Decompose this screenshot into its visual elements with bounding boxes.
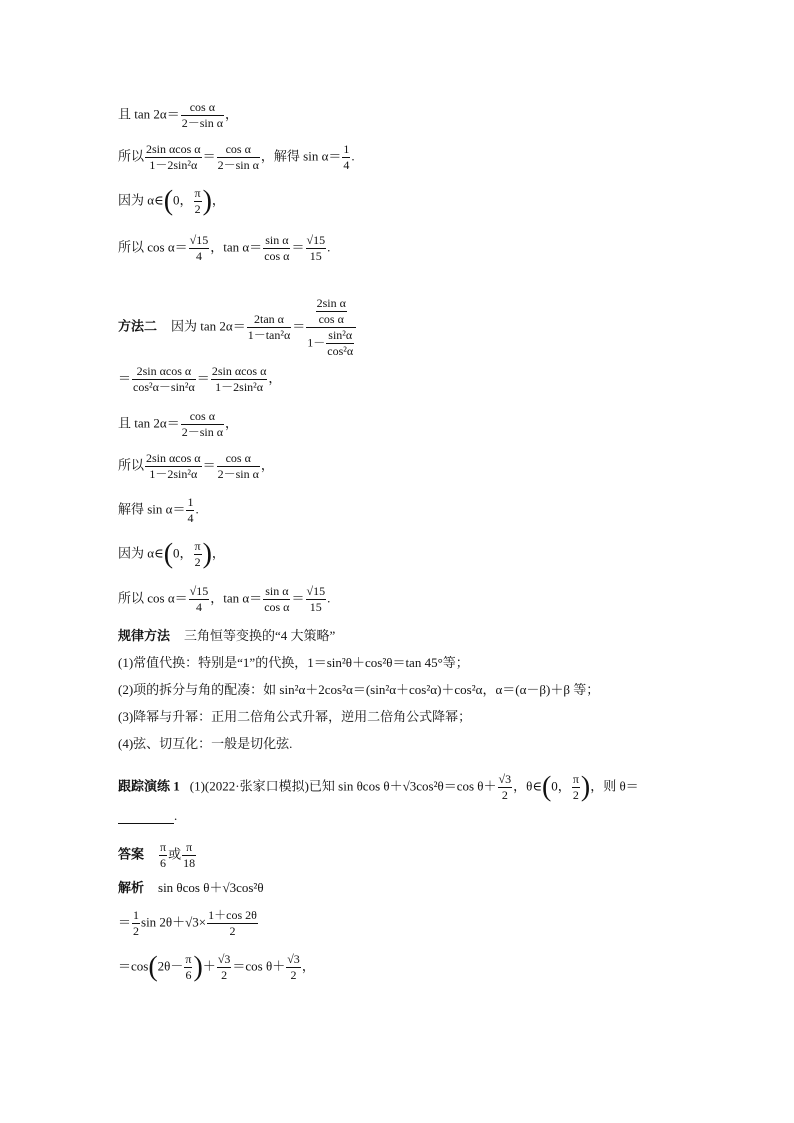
denominator: cos²α (327, 344, 354, 358)
fraction (194, 539, 202, 570)
text: 所以 (118, 148, 145, 164)
denominator: 2 (572, 788, 579, 802)
numerator: 1＋cos 2θ (208, 908, 257, 922)
denominator: 2 (194, 555, 201, 569)
denominator: 2－sin α (217, 158, 259, 172)
proof1-line3 (118, 186, 225, 217)
analysis-line2 (118, 908, 259, 939)
fraction (132, 364, 196, 395)
rule-1: (1)常值代换：特别是“1”的代换，1＝sin²θ＋cos²θ＝tan 45°等； (118, 655, 469, 670)
text: 或 (168, 846, 182, 862)
text: ＝ (196, 370, 210, 386)
text: . (174, 808, 178, 823)
fraction (217, 952, 232, 983)
text: 2θ－ (157, 958, 184, 974)
numerator: 1 (343, 142, 350, 156)
fraction (211, 364, 268, 395)
left-paren: ( (541, 771, 552, 803)
fraction (316, 296, 347, 327)
text: ＝ (118, 914, 132, 930)
text: ， (211, 545, 225, 561)
denominator: 2 (133, 924, 140, 938)
rule-2: (2)项的拆分与角的配凑：如 sin²α＋2cos²α＝(sin²α＋cos²α)＋cos²α，α＝(α－β)＋β 等； (118, 682, 600, 697)
numerator: cos α (217, 142, 260, 158)
text: ， (225, 106, 239, 122)
text: 因为 α∈ (118, 192, 164, 208)
denominator: 15 (309, 600, 322, 614)
method2-line4 (118, 451, 274, 482)
numerator: √15 (189, 233, 209, 247)
text: ＝cos θ＋ (232, 958, 286, 974)
text: . (195, 501, 199, 517)
text: 所以 cos α＝ (118, 590, 188, 606)
method2-line5 (118, 495, 199, 526)
text: 所以 cos α＝ (118, 239, 188, 255)
compound-numerator (306, 296, 356, 328)
numerator: π (194, 539, 201, 553)
method2-line7 (118, 584, 330, 615)
right-paren: ) (202, 538, 212, 570)
denominator: 6 (160, 856, 167, 870)
method2-line1 (118, 296, 357, 359)
text: ， (268, 370, 282, 386)
method2-line6 (118, 539, 225, 570)
fraction (159, 840, 167, 871)
rule-3: (3)降幂与升幂：正用二倍角公式升幂，逆用二倍角公式降幂； (118, 709, 472, 724)
proof1-line1 (118, 100, 238, 131)
text: ，tan α＝ (210, 239, 263, 255)
numerator: √15 (306, 233, 326, 247)
denominator: 18 (183, 856, 196, 870)
text: ，则 θ＝ (590, 778, 639, 794)
denominator: cos α (264, 249, 290, 263)
denominator: 1－2sin²α (149, 158, 198, 172)
denominator: 4 (187, 511, 194, 525)
proof1-line4 (118, 233, 330, 264)
text: 且 tan 2α＝ (118, 106, 180, 122)
right-paren: ) (202, 185, 212, 217)
text: 0， (173, 192, 193, 208)
text: 且 tan 2α＝ (118, 415, 180, 431)
fraction (186, 495, 194, 526)
method2-line2 (118, 364, 281, 395)
exercise-line (118, 772, 639, 803)
compound-denominator (306, 328, 356, 359)
fraction (326, 328, 354, 359)
fraction (247, 312, 292, 343)
numerator: √3 (217, 952, 231, 966)
denominator: cos²α－sin²α (133, 380, 195, 394)
numerator: √15 (189, 584, 209, 598)
right-paren: ) (580, 771, 591, 803)
fraction (181, 100, 224, 131)
text: ＝ (202, 457, 216, 473)
text: 0， (173, 545, 193, 561)
fraction (217, 142, 260, 173)
text: ＝cos (118, 958, 149, 974)
fraction (286, 952, 301, 983)
fraction (217, 451, 260, 482)
analysis-line1 (118, 880, 264, 896)
denominator: 4 (195, 600, 202, 614)
text: ＝ (291, 590, 305, 606)
text: ，θ∈ (513, 778, 542, 794)
numerator: π (572, 772, 579, 786)
fraction (306, 584, 327, 615)
fraction (182, 840, 196, 871)
denominator: cos α (264, 600, 290, 614)
numerator: 2sin αcos α (132, 364, 196, 380)
text: 0， (551, 778, 571, 794)
method2-line3 (118, 409, 238, 440)
proof1-line2 (118, 142, 355, 173)
text: 因为 α∈ (118, 545, 164, 561)
fraction (572, 772, 580, 803)
fraction (181, 409, 224, 440)
text: ＋ (202, 958, 216, 974)
text: ＝ (291, 239, 305, 255)
numerator: 2sin αcos α (211, 364, 267, 378)
text: ＝ (292, 318, 306, 334)
fraction (189, 584, 210, 615)
left-paren: ( (148, 951, 158, 983)
numerator: sin α (265, 233, 289, 247)
numerator: sin²α (328, 328, 353, 342)
numerator: 1 (187, 495, 194, 509)
numerator: 2sin α (316, 296, 346, 310)
answer-blank-line (118, 808, 177, 824)
numerator: 2tan α (247, 312, 292, 328)
fraction (194, 186, 202, 217)
denominator: cos α (318, 312, 344, 326)
text: ＝ (118, 370, 132, 386)
answer-line (118, 840, 197, 871)
numerator: √3 (287, 952, 300, 966)
text: 所以 (118, 457, 145, 473)
denominator: 2 (194, 202, 201, 216)
numerator: 2sin αcos α (146, 451, 201, 465)
text: ，tan α＝ (210, 590, 263, 606)
denominator: 6 (185, 968, 192, 982)
numerator: cos α (181, 100, 224, 116)
rules-subtitle: 三角恒等变换的“4 大策略” (184, 628, 336, 643)
denominator: 2 (229, 924, 236, 938)
numerator: π (182, 840, 196, 856)
exercise-label: 跟踪演练 1 (118, 778, 180, 794)
numerator: 2sin αcos α (146, 142, 201, 156)
text: ＝ (202, 148, 216, 164)
text: (1)(2022·张家口模拟)已知 sin θcos θ＋√3cos²θ＝cos θ＋ (189, 778, 497, 794)
text: 1－ (307, 335, 326, 350)
fraction (498, 772, 513, 803)
analysis-line3 (118, 952, 315, 983)
fraction (263, 584, 290, 615)
denominator: 1－2sin²α (149, 467, 198, 481)
numerator: π (185, 952, 192, 966)
text: ， (301, 958, 315, 974)
numerator: π (194, 186, 201, 200)
text: ，解得 sin α＝ (260, 148, 342, 164)
text: sin θcos θ＋√3cos²θ (158, 880, 264, 895)
fraction (263, 233, 290, 264)
fraction (184, 952, 192, 983)
method-label: 方法二 (118, 318, 158, 334)
numerator: π (160, 840, 167, 854)
denominator: 2 (221, 968, 228, 982)
numerator: 1 (133, 908, 140, 922)
rule-4: (4)弦、切互化：一般是切化弦. (118, 736, 293, 751)
text: ， (260, 457, 274, 473)
denominator: 2－sin α (181, 425, 223, 439)
denominator: 4 (195, 249, 202, 263)
denominator: 2－sin α (217, 467, 259, 481)
fraction (145, 142, 202, 173)
right-paren: ) (193, 951, 203, 983)
numerator: cos α (217, 451, 260, 467)
text: 因为 tan 2α＝ (171, 318, 246, 334)
numerator: cos α (181, 409, 224, 425)
denominator: 1－tan²α (247, 328, 291, 342)
text: ， (211, 192, 225, 208)
fraction (145, 451, 202, 482)
text: . (327, 239, 331, 255)
denominator: 1－2sin²α (215, 380, 264, 394)
fraction (132, 908, 140, 939)
text: . (351, 148, 355, 164)
denominator: 2 (501, 788, 508, 802)
fraction (342, 142, 350, 173)
numerator: √3 (498, 772, 512, 786)
text: sin 2θ＋√3× (141, 914, 207, 930)
denominator: 15 (309, 249, 322, 263)
numerator: sin α (265, 584, 289, 598)
denominator: 2 (290, 968, 297, 982)
answer-blank (118, 811, 174, 824)
text: ， (225, 415, 239, 431)
denominator: 2－sin α (181, 116, 223, 130)
rules-heading (118, 628, 335, 644)
text: . (327, 590, 331, 606)
fraction (306, 233, 327, 264)
fraction (189, 233, 210, 264)
analysis-label: 解析 (118, 880, 145, 895)
answer-label: 答案 (118, 846, 145, 862)
text: 解得 sin α＝ (118, 501, 186, 517)
numerator: √15 (306, 584, 326, 598)
left-paren: ( (163, 185, 174, 217)
denominator: 4 (343, 158, 350, 172)
compound-fraction (306, 296, 356, 359)
fraction (207, 908, 258, 939)
rules-title: 规律方法 (118, 628, 171, 643)
left-paren: ( (163, 538, 174, 570)
